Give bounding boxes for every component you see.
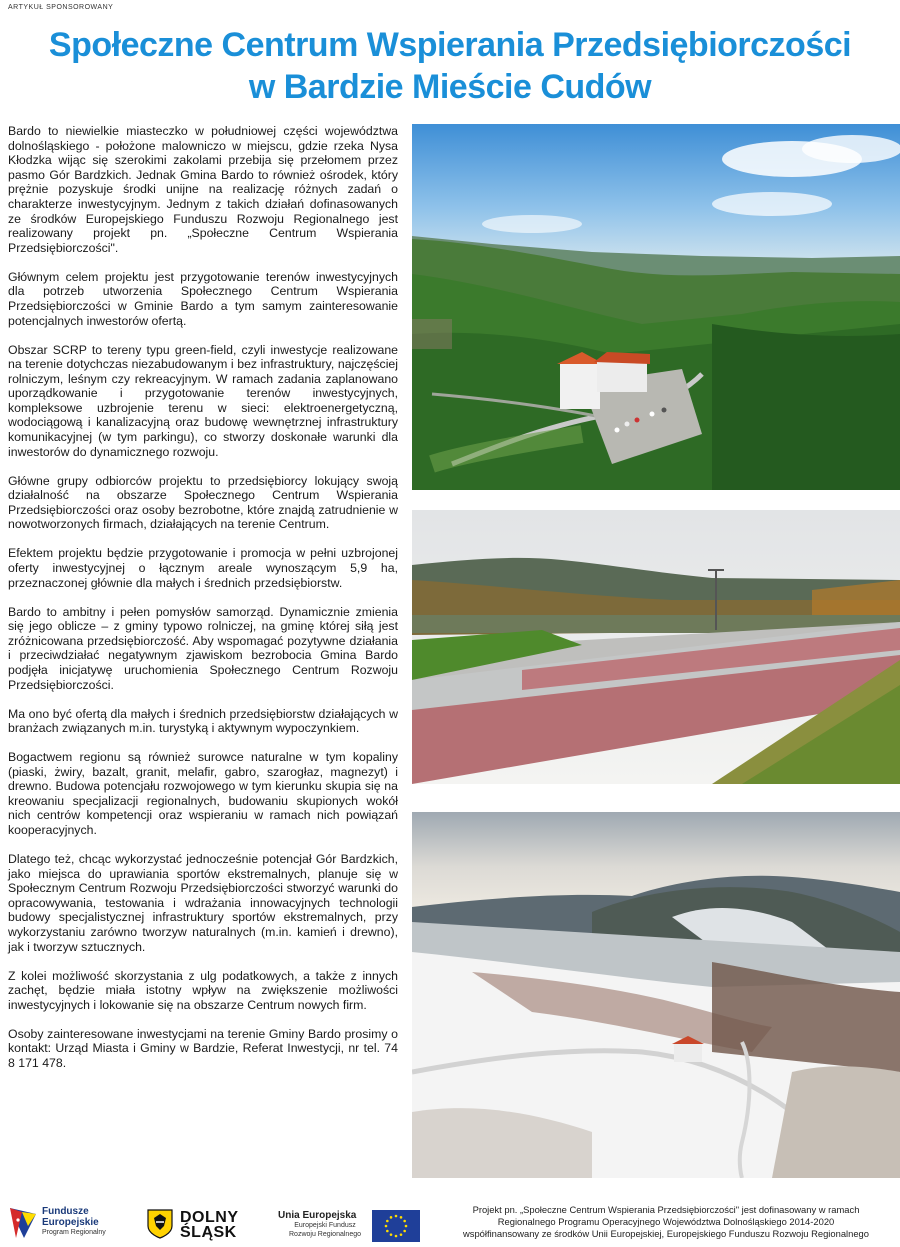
footer [0, 1200, 900, 1246]
eu-flag-icon [372, 1210, 420, 1242]
ds-line-1: DOLNY [180, 1209, 239, 1226]
eu-star-icon [403, 1230, 406, 1233]
eu-star-icon [400, 1216, 403, 1219]
article-paragraph: Z kolei możliwość skorzystania z ulg podatkowych, a także z innych zachęt, będzie miała istotny wpływ na zwiększenie możliwości inwestycyjnych i lokowanie się na obszarze Centrum nowych firm. [8, 968, 398, 1012]
project-note-line-1: Projekt pn. „Społeczne Centrum Wspierania Przedsiębiorczości" jest dofinasowany w ramach [472, 1204, 860, 1215]
dolny-slask-wordmark [180, 1210, 239, 1240]
fe-sub-label: Program Regionalny [42, 1229, 106, 1236]
fundusze-europejskie-label [42, 1206, 99, 1228]
article-paragraph: Bardo to ambitny i pełen pomysłów samorząd. Dynamicznie zmienia się jego oblicze – z gminy typowo rolniczej, na gminę której siłą jest zróżnicowana przedsiębiorczość. Aby wspomagać pozytywne działania i przeciwdziałać negatywnym zjawiskom bezrobocia Gmina Bardo podjęła inicjatywę uruchomienia Społecznego Centrum Rozwoju Przedsiębiorczości. [8, 604, 398, 692]
eu-star-icon [390, 1233, 393, 1236]
project-note-line-3: współfinansowany ze środków Unii Europejskiej, Europejskiego Funduszu Rozwoju Regionalnego [463, 1228, 869, 1239]
page-title [0, 24, 900, 108]
fundusze-europejskie-logo [8, 1206, 38, 1245]
dolny-slask-emblem [146, 1208, 174, 1245]
eu-subtitle [285, 1222, 365, 1239]
fe-line-2: Europejskie [42, 1217, 99, 1228]
article-paragraph: Dlatego też, chcąc wykorzystać jednocześnie potencjał Gór Bardzkich, jako miejsca do uprawiania sportów ekstremalnych, planuje się w Społecznym Centrum Rozwoju Przedsiębiorczości stworzyć warunki do opracowywania, testowania i wdrażania innowacyjnych technologii budowy specjalistycznej infrastruktury sportów ekstremalnych, przy wykorzystaniu zarówno tworzyw naturalnych (m.in. kamień i drewno), jak i tworzyw sztucznych. [8, 852, 398, 954]
photo-aerial-winter [412, 812, 900, 1178]
title-line-2: w Bardzie Mieście Cudów [248, 68, 652, 106]
photo-parking-area [412, 510, 900, 784]
article-paragraph: Osoby zainteresowane inwestycjami na terenie Gminy Bardo prosimy o kontakt: Urząd Miasta i Gminy w Bardzie, Referat Inwestycji, nr tel. 74 8 171 478. [8, 1026, 398, 1070]
eu-star-icon [395, 1215, 398, 1218]
eu-star-icon [400, 1233, 403, 1236]
article-paragraph: Główne grupy odbiorców projektu to przedsiębiorcy lokujący swoją działalność na obszarze Społecznego Centrum Wspierania Przedsiębiorczości oraz osoby bezrobotne, które znajdą zatrudnienie w nowotworzonych firmach, działających na terenie Centrum. [8, 473, 398, 532]
eu-sub-line-2: Rozwoju Regionalnego [289, 1230, 361, 1238]
ds-line-2: ŚLĄSK [180, 1224, 237, 1241]
eu-star-icon [395, 1235, 398, 1238]
article-paragraph: Bardo to niewielkie miasteczko w południowej części województwa dolnośląskiego - położone malowniczo w miejscu, gdzie rzeka Nysa Kłodzka wijąc się szerokimi zakolami przebija się przełomem przez pasmo Gór Bardzkich. Jednak Gmina Bardo to również ośrodek, który prężnie pozyskuje środki unijne na realizację różnych zadań o charakterze inwestycyjnym. Jednym z takich działań dofinasowanych ze środków Europejskiego Funduszu Rozwoju Regionalnego jest realizowany projekt pn. „Społeczne Centrum Wspierania Przedsiębiorczości". [8, 124, 398, 255]
eu-star-icon [386, 1220, 389, 1223]
eu-star-icon [386, 1230, 389, 1233]
article-paragraph: Ma ono być ofertą dla małych i średnich przedsiębiorstw działających w branżach związanych m.in. turystyką i aktywnym wypoczynkiem. [8, 706, 398, 736]
eu-title: Unia Europejska [278, 1210, 357, 1221]
eu-flag [372, 1210, 420, 1247]
fe-line-1: Fundusze [42, 1206, 89, 1217]
photo-aerial-summer [412, 124, 900, 490]
title-line-1: Społeczne Centrum Wspierania Przedsiębiorczości [48, 26, 852, 64]
sponsor-label: ARTYKUŁ SPONSOROWANY [8, 4, 114, 11]
eu-star-icon [390, 1216, 393, 1219]
eu-star-icon [403, 1220, 406, 1223]
article-paragraph: Efektem projektu będzie przygotowanie i promocja w pełni uzbrojonej oferty inwestycyjnej o łącznym areale wynoszącym 5,9 ha, przeznaczonej głównie dla małych i średnich przedsiębiorstw. [8, 546, 398, 590]
article-paragraph: Bogactwem regionu są również surowce naturalne w tym kopaliny (piaski, żwiry, bazalt, granit, melafir, gabro, szarogłaz, magnezyt) i drewno. Budowa potencjału rozwojowego w tym kierunku skupia się na kreowaniu specjalizacji regionalnych, budowaniu skupionych wokół nich centrów kompetencji oraz wspieraniu w ramach nich powiązań kooperacyjnych. [8, 750, 398, 838]
article-body [8, 124, 398, 1085]
article-paragraph: Obszar SCRP to tereny typu green-field, czyli inwestycje realizowane na terenie dotychczas niezabudowanym i bez infrastruktury, najczęściej rolniczym, leśnym czy rekreacyjnym. W ramach zadania zaplanowano uporządkowanie i przygotowanie terenów inwestycyjnych, kompleksowe uzbrojenie terenu w sieci: elektroenergetyczną, wodociągową i kanalizacyjną oraz budowę wewnętrznej infrastruktury komunikacyjnej (w tym parkingu), co stworzy doskonałe warunki dla inwestorów do dynamicznego rozwoju. [8, 342, 398, 459]
eu-star-icon [405, 1225, 408, 1228]
article-paragraph: Głównym celem projektu jest przygotowanie terenów inwestycyjnych dla potrzeb utworzenia Społecznego Centrum Wspierania Przedsiębiorczości w Gminie Bardo a tym samym zainteresowanie potencjalnych inwestorów ofertą. [8, 269, 398, 328]
project-note [436, 1204, 896, 1240]
project-note-line-2: Regionalnego Programu Operacyjnego Województwa Dolnośląskiego 2014-2020 [497, 1216, 835, 1227]
eagle-shield-icon [146, 1208, 174, 1240]
fundusze-europejskie-star-icon [8, 1206, 38, 1240]
eu-star-icon [385, 1225, 388, 1228]
eu-sub-line-1: Europejski Fundusz [294, 1222, 356, 1229]
